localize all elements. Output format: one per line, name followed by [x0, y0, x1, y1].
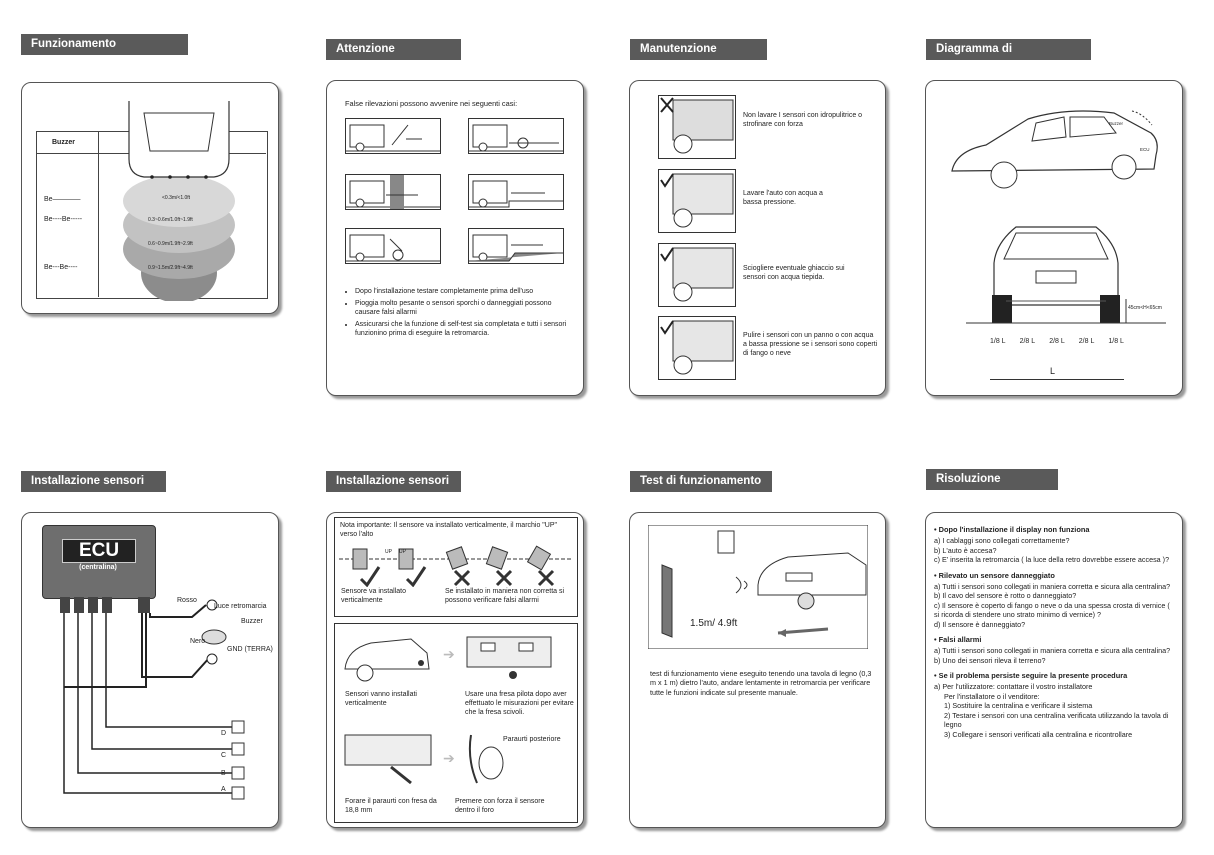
- test-illustration: [648, 525, 868, 649]
- beep-slow: Be---Be----: [44, 264, 78, 271]
- attenzione-bullet-3: • Assicurarsi che la funzione di self-test sia completata e tutti i sensori funzionino prima di eseguire la retromarcia.: [355, 320, 573, 338]
- zone-3: 0.6~0.9m/1.9ft~2.9ft: [148, 241, 193, 247]
- trouble-4d: 2) Testare i sensori con una centralina verificata utilizzando la tavola di legno: [944, 710, 1169, 729]
- trouble-4b: Per l'installatore o il venditore:: [944, 691, 1040, 701]
- step-3-text: Forare il paraurti con fresa da 18,8 mm: [345, 798, 437, 815]
- trouble-4e: 3) Collegare i sensori verificati alla centralina e ricontrollare: [944, 729, 1133, 739]
- gnd-label: GND (TERRA): [227, 646, 273, 653]
- section-header-installazione-2: Installazione sensori: [326, 471, 461, 492]
- car-rear-illustration: [966, 219, 1166, 331]
- length-arrow: [990, 379, 1124, 380]
- step-arrow-2: ➔: [443, 750, 455, 766]
- false-detection-scene-1: [345, 118, 441, 154]
- trouble-4c: 1) Sostituire la centralina e verificare il sistema: [944, 701, 1093, 710]
- trouble-2a: a) Tutti i sensori sono collegati in maniera corretta e sicura alla centralina?: [934, 581, 1171, 591]
- trouble-1a: a) I cablaggi sono collegati correttamente?: [934, 536, 1070, 545]
- paraurti-posteriore-label: Paraurti posteriore: [503, 736, 561, 743]
- false-detection-scene-4: [468, 174, 564, 210]
- test-description: test di funzionamento viene eseguito tenendo una tavola di legno (0,3 m x 1 m) dietro l'auto, andare lentamente in retromarcia per verificare tutte le funzioni indicate sul presente manuale.: [650, 669, 872, 697]
- test-distance-label: 1.5m/ 4.9ft: [690, 618, 738, 629]
- section-header-attenzione: Attenzione: [326, 39, 461, 60]
- section-header-funzionamento: Funzionamento: [21, 34, 188, 55]
- maintenance-image-1: [658, 95, 736, 159]
- trouble-2d: d) Il sensore è danneggiato?: [934, 619, 1026, 629]
- attenzione-bullets: [345, 287, 573, 341]
- false-detection-scene-3: [345, 174, 441, 210]
- attenzione-intro: False rilevazioni possono avvenire nei seguenti casi:: [345, 99, 518, 108]
- section-header-risoluzione: Risoluzione problemi: [926, 469, 1058, 490]
- fraction-5: 1/8 L: [1108, 338, 1124, 345]
- maintenance-text-3: Sciogliere eventuale ghiaccio sui sensori con acqua tiepida.: [743, 265, 845, 282]
- panel-attenzione: [326, 80, 584, 396]
- height-label: 45cm<H<65cm: [1128, 305, 1162, 311]
- trouble-group-2-head: • Rilevato un sensore danneggiato: [934, 570, 1055, 580]
- trouble-4a: a) Per l'utilizzatore: contattare il vostro installatore: [934, 682, 1093, 691]
- trouble-3a: a) Tutti i sensori sono collegati in maniera corretta e sicura alla centralina?: [934, 646, 1171, 655]
- panel-test: [629, 512, 886, 828]
- fraction-1: 1/8 L: [990, 338, 1006, 345]
- trouble-group-1-head: • Dopo l'installazione il display non funziona: [934, 525, 1090, 534]
- maintenance-text-2: Lavare l'auto con acqua a bassa pressione.: [743, 190, 823, 207]
- zone-2: 0.3~0.6m/1.0ft~1.9ft: [148, 217, 193, 223]
- section-header-manutenzione: Manutenzione sensori: [630, 39, 767, 60]
- troubleshooting-list: [934, 519, 1174, 739]
- buzzer-label: Buzzer: [52, 139, 75, 146]
- step-3-illustration: [341, 729, 436, 789]
- section-header-diagramma: Diagramma di installazione: [926, 39, 1091, 60]
- panel-installazione-wiring: [21, 512, 279, 828]
- maintenance-text-4: Pulire i sensori con un panno o con acqua a bassa pressione se i sensori sono coperti di fango o neve: [743, 332, 878, 358]
- wrong-install-text: Se installato in maniera non corretta si possono verificare falsi allarmi: [445, 588, 565, 605]
- up-label-1: UP: [385, 549, 392, 555]
- fraction-4: 2/8 L: [1078, 338, 1095, 345]
- section-header-installazione-1: Installazione sensori: [21, 471, 166, 492]
- false-detection-scene-5: [345, 228, 441, 264]
- attenzione-bullet-2: • Pioggia molto pesante o sensori sporchi o danneggiati possono causare falsi allarmi: [355, 299, 573, 317]
- maintenance-image-3: [658, 243, 736, 307]
- trouble-3b: b) Uno dei sensori rileva il terreno?: [934, 655, 1046, 665]
- ecu-sublabel: (centralina): [79, 564, 117, 571]
- car-side-illustration: [946, 93, 1166, 213]
- false-detection-scene-6: [468, 228, 564, 264]
- fraction-2: 2/8 L: [1019, 338, 1036, 345]
- sensor-d-label: D: [221, 730, 227, 737]
- trouble-2b: b) Il cavo del sensore è rotto o danneggiato?: [934, 591, 1077, 600]
- step-1-text: Sensori vanno installati verticalmente: [345, 691, 417, 708]
- step-2-text: Usare una fresa pilota dopo aver effettuato le misurazioni per evitare che la fresa scivoli.: [465, 691, 574, 717]
- trouble-group-4-head: • Se il problema persiste seguire la presente procedura: [934, 671, 1128, 680]
- sensor-a-label: A: [221, 786, 226, 793]
- false-detection-scene-2: [468, 118, 564, 154]
- step-1-illustration: [341, 629, 436, 684]
- diagram-buzzer-label: Buzzer: [1109, 121, 1124, 126]
- correct-install-text: Sensore va installato verticalmente: [341, 588, 406, 605]
- attenzione-bullet-1: • Dopo l'installazione testare completamente prima dell'uso: [355, 287, 573, 296]
- step-4-text: Premere con forza il sensore dentro il foro: [455, 798, 545, 815]
- beep-fast: Be----Be-----: [44, 216, 83, 223]
- wire-nero-label: Nero: [190, 638, 206, 645]
- zone-4: 0.9~1.5m/2.9ft~4.9ft: [148, 265, 193, 271]
- maintenance-image-4: [658, 316, 736, 380]
- wire-rosso-label: Rosso: [177, 597, 197, 604]
- step-arrow-1: ➔: [443, 646, 455, 662]
- sensor-c-label: C: [221, 752, 227, 759]
- nota-importante: Nota importante: Il sensore va installato verticalmente, il marchio "UP" verso l'alto: [340, 522, 558, 539]
- section-header-test: Test di funzionamento: [630, 471, 772, 492]
- sensor-b-label: B: [221, 770, 226, 777]
- wiring-diagram: [42, 597, 272, 807]
- maintenance-image-2: [658, 169, 736, 233]
- luce-retromarcia-label: Luce retromarcia: [214, 603, 267, 610]
- panel-risoluzione: [925, 512, 1183, 828]
- beep-continuous: Be————: [44, 196, 81, 203]
- panel-installazione-steps: [326, 512, 584, 828]
- buzzer-wire-label: Buzzer: [241, 618, 263, 625]
- length-label: L: [1050, 366, 1056, 376]
- fraction-3: 2/8 L: [1049, 338, 1065, 345]
- zone-1: <0.3m/<1.0ft: [162, 195, 191, 201]
- maintenance-text-1: Non lavare I sensori con idropulitrice o strofinare con forza: [743, 112, 863, 129]
- sensor-orientation-illustration: [339, 545, 571, 587]
- buzzer-table-col-line: [98, 131, 99, 297]
- trouble-2c: c) Il sensore è coperto di fango o neve o da una spessa crosta di vernice ( si ricorda di stendere uno strato minimo di vernice) ?: [934, 600, 1170, 619]
- ecu-label: ECU: [62, 539, 136, 563]
- panel-funzionamento: [21, 82, 279, 314]
- panel-manutenzione: [629, 80, 886, 396]
- trouble-group-3-head: • Falsi allarmi: [934, 635, 982, 644]
- diagram-ecu-label: ECU: [1140, 147, 1150, 152]
- fraction-row: [990, 337, 1124, 359]
- panel-diagramma: [925, 80, 1183, 396]
- trouble-1c: c) E' inserita la retromarcia ( la luce della retro dovrebbe essere accesa )?: [934, 555, 1170, 564]
- up-label-2: UP: [399, 549, 406, 555]
- trouble-1b: b) L'auto è accesa?: [934, 545, 997, 555]
- step-2-illustration: [461, 629, 561, 684]
